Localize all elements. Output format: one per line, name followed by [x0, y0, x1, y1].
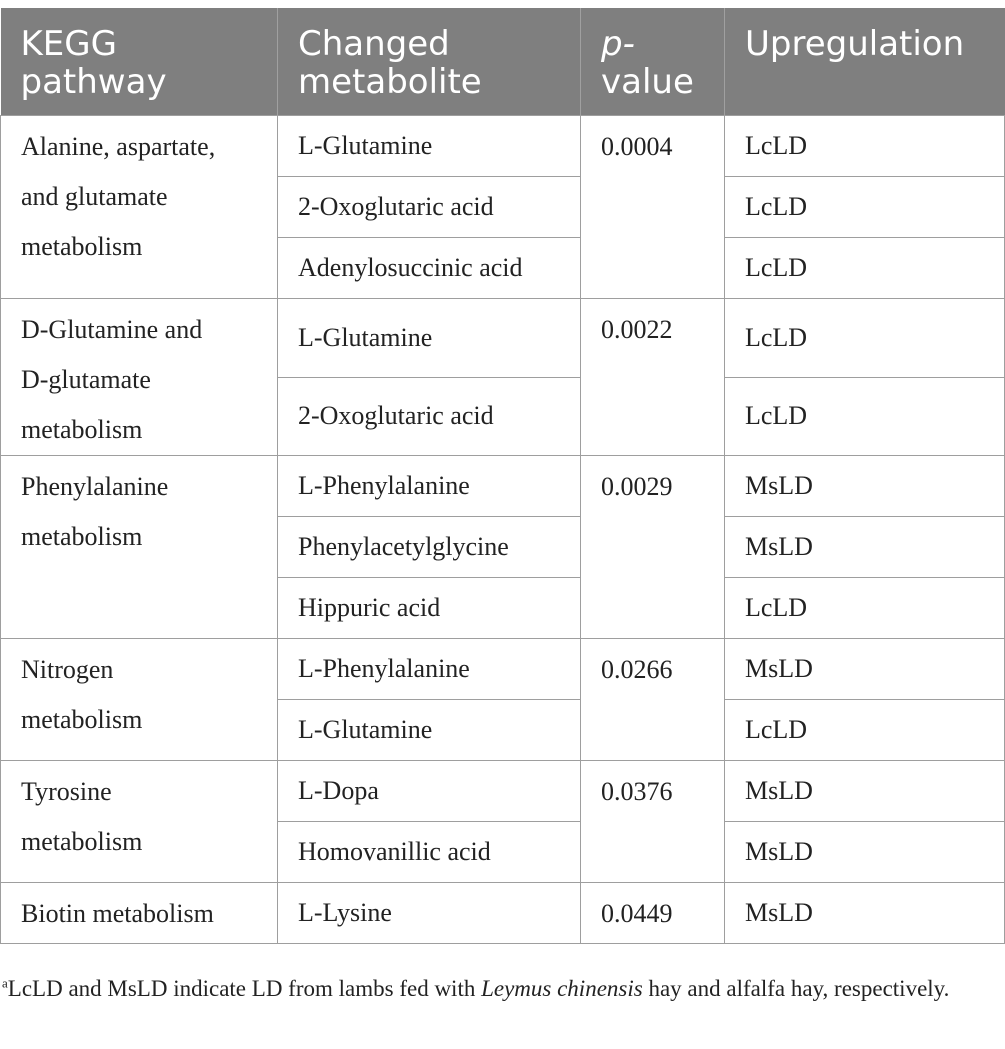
- pathway-cell: D-Glutamine and D-glutamate metabolism: [1, 299, 278, 456]
- upregulation-cell: LcLD: [725, 700, 1005, 761]
- upregulation-cell: MsLD: [725, 639, 1005, 700]
- metabolite-cell: L-Phenylalanine: [278, 456, 581, 517]
- table-footnote: $^a$LcLD and MsLD indicate LD from lambs fed with Leymus chinensis hay and alfalfa hay, respectively.: [2, 975, 950, 1001]
- header-kegg-pathway: KEGG pathway: [1, 8, 278, 116]
- pathway-cell: Phenylalanine metabolism: [1, 456, 278, 639]
- upregulation-cell: MsLD: [725, 456, 1005, 517]
- upregulation-cell: LcLD: [725, 238, 1005, 299]
- table-row: [1, 761, 1005, 822]
- metabolite-cell: L-Glutamine: [278, 299, 581, 378]
- upregulation-cell: MsLD: [725, 517, 1005, 578]
- footnote-marker: a: [2, 975, 8, 991]
- upregulation-cell: LcLD: [725, 299, 1005, 378]
- p-value-cell: 0.0022: [581, 299, 725, 456]
- upregulation-cell: LcLD: [725, 116, 1005, 177]
- upregulation-cell: LcLD: [725, 177, 1005, 238]
- table-row: [1, 299, 1005, 378]
- header-changed-metabolite: Changed metabolite: [278, 8, 581, 116]
- upregulation-cell: LcLD: [725, 377, 1005, 456]
- p-value-cell: 0.0376: [581, 761, 725, 883]
- table-row: [1, 456, 1005, 517]
- pathway-cell: Biotin metabolism: [1, 883, 278, 944]
- pathway-cell: Nitrogen metabolism: [1, 639, 278, 761]
- metabolite-cell: L-Lysine: [278, 883, 581, 944]
- kegg-pathway-table: [0, 8, 1005, 944]
- p-value-cell: 0.0029: [581, 456, 725, 639]
- header-upregulation: Upregulation: [725, 8, 1005, 116]
- metabolite-cell: Adenylosuccinic acid: [278, 238, 581, 299]
- upregulation-cell: MsLD: [725, 761, 1005, 822]
- p-value-cell: 0.0266: [581, 639, 725, 761]
- metabolite-cell: L-Glutamine: [278, 700, 581, 761]
- metabolite-cell: L-Phenylalanine: [278, 639, 581, 700]
- upregulation-cell: MsLD: [725, 883, 1005, 944]
- pathway-cell: Alanine, aspartate, and glutamate metabolism: [1, 116, 278, 299]
- table-body: [1, 116, 1005, 944]
- metabolite-cell: L-Dopa: [278, 761, 581, 822]
- metabolite-cell: Homovanillic acid: [278, 822, 581, 883]
- upregulation-cell: MsLD: [725, 822, 1005, 883]
- table-header-row: [1, 8, 1005, 116]
- p-value-cell: 0.0004: [581, 116, 725, 299]
- upregulation-cell: LcLD: [725, 578, 1005, 639]
- species-name: Leymus chinensis: [481, 976, 643, 1001]
- pathway-cell: Tyrosine metabolism: [1, 761, 278, 883]
- table-row: [1, 639, 1005, 700]
- metabolite-cell: L-Glutamine: [278, 116, 581, 177]
- header-p-value: p- value: [581, 8, 725, 116]
- metabolite-cell: Hippuric acid: [278, 578, 581, 639]
- table-row: [1, 883, 1005, 944]
- metabolite-cell: 2-Oxoglutaric acid: [278, 177, 581, 238]
- table-row: [1, 116, 1005, 177]
- metabolite-cell: Phenylacetylglycine: [278, 517, 581, 578]
- p-value-cell: 0.0449: [581, 883, 725, 944]
- metabolite-cell: 2-Oxoglutaric acid: [278, 377, 581, 456]
